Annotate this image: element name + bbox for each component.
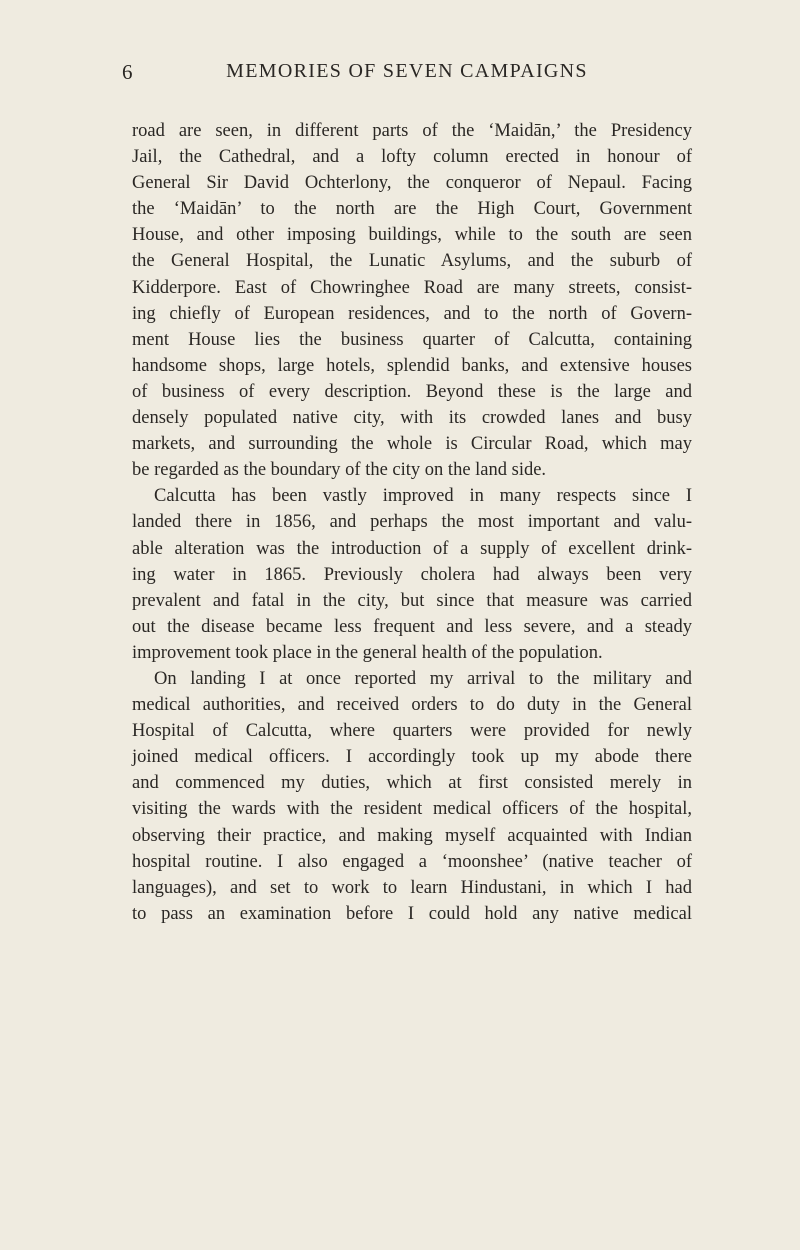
text-line: be regarded as the boundary of the city on the land side. [132, 460, 547, 481]
text-line: the General Hospital, the Lunatic Asylums, and the suburb of [132, 251, 692, 272]
page-number: 6 [122, 60, 133, 84]
text-line: out the disease became less frequent and less severe, and a steady [132, 616, 692, 637]
text-line: the ‘Maidān’ to the north are the High Court, Government [132, 199, 692, 220]
text-line: and commenced my duties, which at first consisted merely in [132, 773, 692, 794]
text-line: Jail, the Cathedral, and a lofty column erected in honour of [132, 147, 692, 168]
text-line: able alteration was the introduction of a supply of excellent drink- [132, 538, 692, 559]
text-line: handsome shops, large hotels, splendid banks, and extensive houses [132, 355, 692, 376]
text-line: improvement took place in the general health of the population. [132, 642, 603, 663]
text-line: ing chiefly of European residences, and to the north of Govern- [132, 303, 692, 324]
text-line: hospital routine. I also engaged a ‘moonshee’ (native teacher of [132, 851, 692, 872]
text-line: visiting the wards with the resident medical officers of the hospital, [132, 799, 692, 820]
text-line: road are seen, in different parts of the ‘Maidān,’ the Presidency [132, 121, 692, 141]
text-line: of business of every description. Beyond these is the large and [132, 381, 692, 402]
paragraph-first-line: On landing I at once reported my arrival to the military and [154, 668, 692, 689]
text-line: ment House lies the business quarter of Calcutta, containing [132, 329, 692, 350]
text-line: markets, and surrounding the whole is Circular Road, which may [132, 434, 692, 455]
page-header [122, 60, 692, 90]
body-text [132, 118, 692, 927]
text-line: landed there in 1856, and perhaps the most important and valu- [132, 512, 692, 533]
paragraph-first-line: Calcutta has been vastly improved in many respects since I [154, 486, 692, 507]
text-line: Kidderpore. East of Chowringhee Road are many streets, consist- [132, 277, 692, 298]
text-line: ing water in 1865. Previously cholera had always been very [132, 564, 692, 585]
running-title: MEMORIES OF SEVEN CAMPAIGNS [226, 60, 588, 82]
text-line: joined medical officers. I accordingly took up my abode there [132, 747, 692, 768]
text-line: General Sir David Ochterlony, the conqueror of Nepaul. Facing [132, 173, 692, 194]
text-line: medical authorities, and received orders to do duty in the General [132, 695, 692, 716]
text-line: to pass an examination before I could hold any native medical [132, 903, 692, 924]
text-line: languages), and set to work to learn Hindustani, in which I had [132, 877, 692, 898]
text-line: Hospital of Calcutta, where quarters were provided for newly [132, 721, 692, 742]
text-line: House, and other imposing buildings, while to the south are seen [132, 225, 692, 246]
text-line: densely populated native city, with its crowded lanes and busy [132, 408, 692, 429]
text-line: observing their practice, and making myself acquainted with Indian [132, 825, 692, 846]
text-line: prevalent and fatal in the city, but since that measure was carried [132, 590, 692, 611]
